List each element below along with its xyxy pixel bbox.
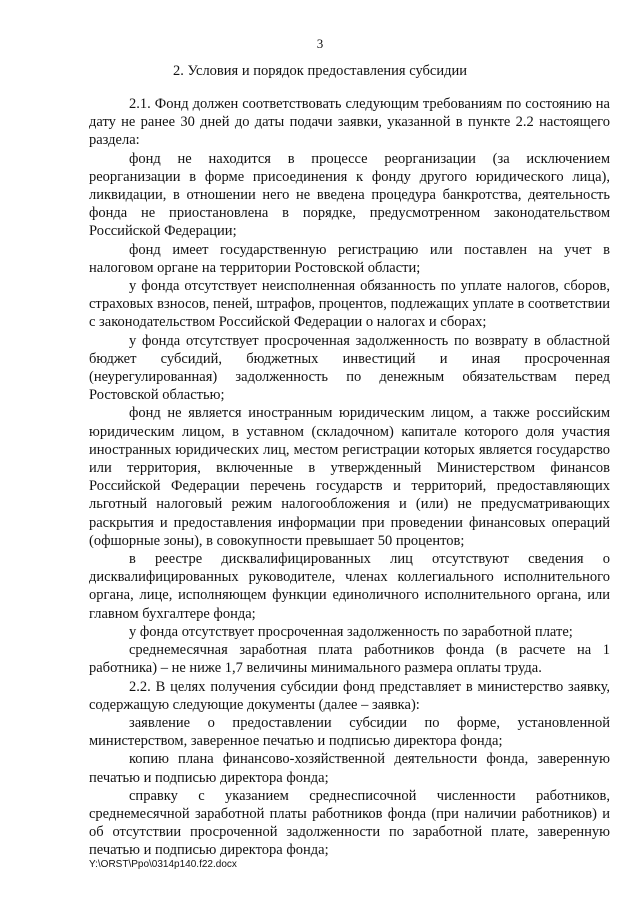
paragraph: 2.1. Фонд должен соответствовать следующим требованиям по состоянию на дату не ранее 30 дней до даты подачи заявки, указанной в пункте 2.2 настоящего раздела: [89,96,610,149]
paragraph: фонд не находится в процессе реорганизации (за исключением реорганизации в форме присоединения к фонду другого юридического лица), ликвидации, в отношении него не введена процедура банкротства, деятельность фонда не приостановлена в порядке, предусмотренном законодательством Российской Федерации; [89,150,610,240]
page-number: 3 [316,36,324,51]
paragraph: в реестре дисквалифицированных лиц отсутствуют сведения о дисквалифицированных руководителе, членах коллегиального исполнительного органа, лице, исполняющем функции единоличного исполнительного органа, или главном бухгалтере фонда; [89,551,610,622]
paragraph: 2.2. В целях получения субсидии фонд представляет в министерство заявку, содержащую следующие документы (далее – заявка): [89,678,610,713]
paragraph: справку с указанием среднесписочной численности работников, среднемесячной заработной платы работников фонда (при наличии работников) и об отсутствии просроченной задолженности по заработной плате, заверенную печатью и подписью директора фонда; [89,787,610,859]
paragraph: у фонда отсутствует неисполненная обязанность по уплате налогов, сборов, страховых взносов, пеней, штрафов, процентов, подлежащих уплате в соответствии с законодательством Российской Федерации о налогах и сборах; [89,278,610,331]
section-title: 2. Условия и порядок предоставления субсидии [172,63,467,79]
file-path-footer: Y:\ORST\Ppo\0314p140.f22.docx [89,859,237,870]
paragraph: у фонда отсутствует просроченная задолженность по возврату в областной бюджет субсидий, бюджетных инвестиций и иная просроченная (неурегулированная) задолженность по денежным обязательствам перед Ростовской областью; [89,332,610,404]
paragraph: фонд имеет государственную регистрацию или поставлен на учет в налоговом органе на территории Ростовской области; [89,241,610,276]
paragraph: среднемесячная заработная плата работников фонда (в расчете на 1 работника) – не ниже 1,7 величины минимального размера оплаты труда. [89,642,610,677]
paragraph: у фонда отсутствует просроченная задолженность по заработной плате; [129,623,573,640]
document-body [89,95,610,860]
paragraph: фонд не является иностранным юридическим лицом, а также российским юридическим лицом, в уставном (складочном) капитале которого доля участия иностранных юридических лиц, местом регистрации которых является государство или территория, включенные в утвержденный Министерством финансов Российской Федерации перечень государств и территорий, предоставляющих льготный налоговый режим налогообложения и (или) не предусматривающих раскрытия и предоставления информации при проведении финансовых операций (офшорные зоны), в совокупности превышает 50 процентов; [89,405,610,549]
paragraph: заявление о предоставлении субсидии по форме, установленной министерством, заверенное печатью и подписью директора фонда; [89,714,610,750]
paragraph: копию плана финансово-хозяйственной деятельности фонда, заверенную печатью и подписью директора фонда; [89,751,610,786]
